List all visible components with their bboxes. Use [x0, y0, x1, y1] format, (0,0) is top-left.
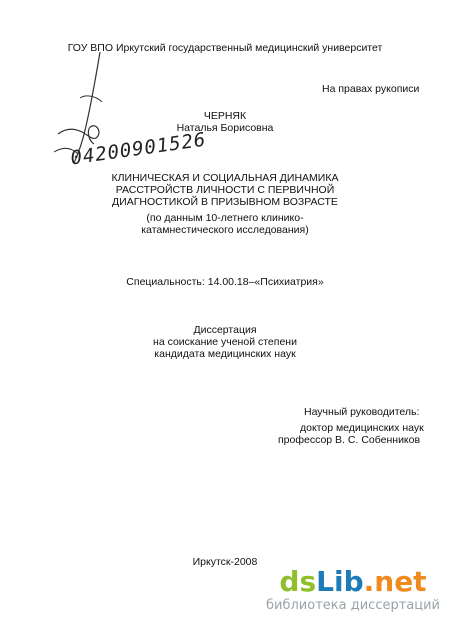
title-line: ДИАГНОСТИКОЙ В ПРИЗЫВНОМ ВОЗРАСТЕ	[112, 196, 338, 208]
dissertation-line: кандидата медицинских наук	[154, 348, 296, 360]
dslib-logo: dsLib.net	[279, 565, 427, 598]
supervisor-degree: доктор медицинских наук	[300, 422, 424, 434]
handwritten-registration-number: 04200901526	[69, 128, 208, 170]
supervisor-label: Научный руководитель:	[304, 406, 420, 418]
dissertation-block	[0, 324, 450, 360]
dissertation-line: на соискание ученой степени	[153, 336, 297, 348]
place-year: Иркутск-2008	[192, 556, 258, 568]
title-subtitle-line: (по данным 10-летнего клинико-	[146, 212, 304, 224]
supervisor-name: профессор В. С. Собенников	[278, 434, 421, 446]
author-surname: ЧЕРНЯК	[203, 110, 247, 122]
title-subtitle-line: катамнестического исследования)	[141, 224, 309, 236]
dslib-watermark	[266, 567, 440, 613]
title-line: КЛИНИЧЕСКАЯ И СОЦИАЛЬНАЯ ДИНАМИКА	[111, 172, 339, 184]
author-block	[0, 110, 450, 134]
dslib-subtitle: библиотека диссертаций	[266, 598, 440, 613]
thesis-title	[0, 172, 450, 236]
rights-note: На правах рукописи	[322, 83, 420, 95]
dissertation-line: Диссертация	[193, 324, 257, 336]
institution-header: ГОУ ВПО Иркутский государственный медицинский университет	[67, 42, 383, 54]
title-line: РАССТРОЙСТВ ЛИЧНОСТИ С ПЕРВИЧНОЙ	[115, 184, 335, 196]
specialty: Специальность: 14.00.18–«Психиатрия»	[126, 276, 324, 288]
author-name: Наталья Борисовна	[176, 122, 274, 134]
